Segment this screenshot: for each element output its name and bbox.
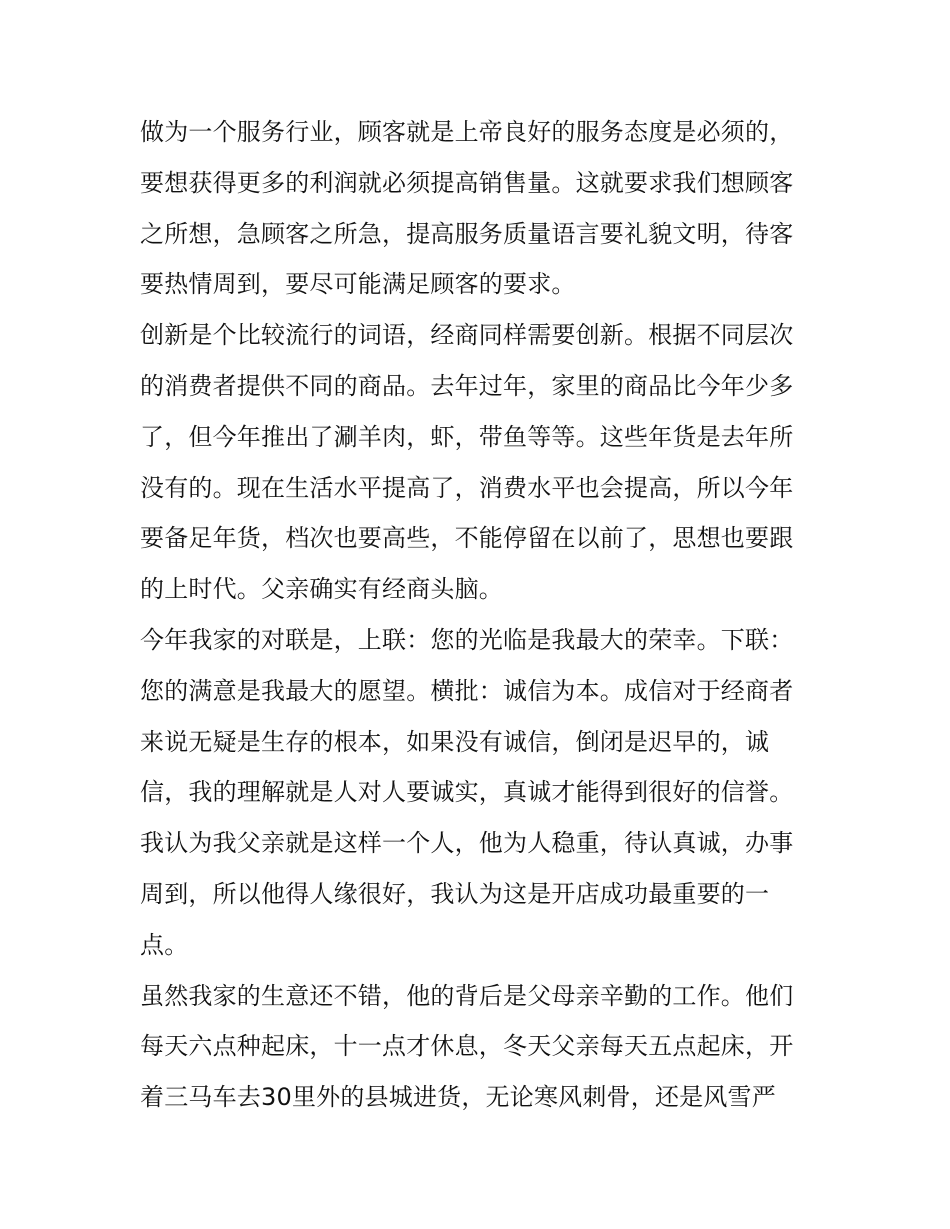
text-line: 虽然我家的生意还不错，他的背后是父母亲辛勤的工作。他们 [140, 981, 794, 1010]
text-line: 要备足年货，档次也要高些，不能停留在以前了，思想也要跟 [140, 524, 794, 553]
text-line: 之所想，急顾客之所急，提高服务质量语言要礼貌文明，待客 [140, 219, 794, 248]
document-body [140, 107, 830, 1123]
text-line: 点。 [140, 930, 189, 959]
text-line: 每天六点种起床，十一点才休息，冬天父亲每天五点起床，开 [140, 1032, 794, 1061]
text-line: 信，我的理解就是人对人要诚实，真诚才能得到很好的信誉。 [140, 778, 794, 807]
text-line: 没有的。现在生活水平提高了，消费水平也会提高，所以今年 [140, 473, 794, 502]
text-line: 的消费者提供不同的商品。去年过年，家里的商品比今年少多 [140, 371, 794, 400]
text-line: 周到，所以他得人缘很好，我认为这是开店成功最重要的一 [140, 879, 770, 908]
text-line: 创新是个比较流行的词语，经商同样需要创新。根据不同层次 [140, 321, 794, 350]
text-line: 了，但今年推出了涮羊肉，虾，带鱼等等。这些年货是去年所 [140, 422, 794, 451]
text-line: 您的满意是我最大的愿望。横批：诚信为本。成信对于经商者 [140, 676, 794, 705]
text-line: 我认为我父亲就是这样一个人，他为人稳重，待认真诚，办事 [140, 829, 794, 858]
text-line: 来说无疑是生存的根本，如果没有诚信，倒闭是迟早的，诚 [140, 727, 770, 756]
text-line: 着三马车去30里外的县城进货，无论寒风刺骨，还是风雪严 [140, 1083, 776, 1112]
text-line: 的上时代。父亲确实有经商头脑。 [140, 575, 503, 604]
text-line: 今年我家的对联是，上联：您的光临是我最大的荣幸。下联： [140, 625, 794, 654]
text-line: 要热情周到，要尽可能满足顾客的要求。 [140, 270, 576, 299]
text-line: 要想获得更多的利润就必须提高销售量。这就要求我们想顾客 [140, 168, 794, 197]
text-line: 做为一个服务行业，顾客就是上帝良好的服务态度是必须的， [140, 118, 794, 146]
